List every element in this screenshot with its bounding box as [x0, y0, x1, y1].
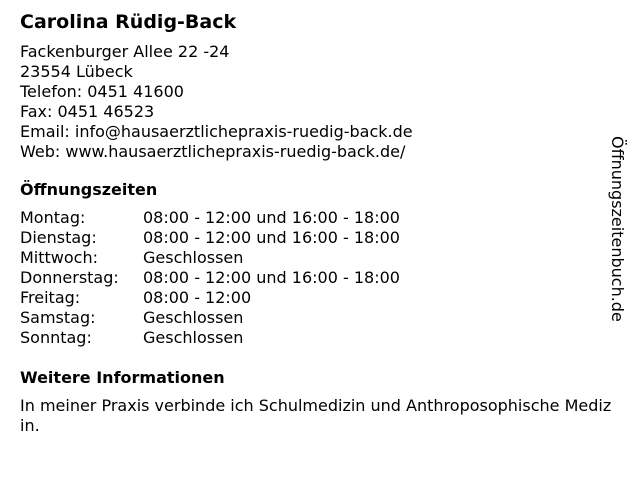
opening-hours-heading: Öffnungszeiten: [20, 180, 158, 199]
day-label: Dienstag:: [20, 228, 97, 247]
time-value: Geschlossen: [143, 308, 244, 327]
street-address: Fackenburger Allee 22 -24: [20, 42, 230, 61]
opening-hours-table: [20, 208, 615, 348]
fax-number: Fax: 0451 46523: [20, 102, 155, 121]
day-label: Mittwoch:: [20, 248, 98, 267]
hours-row-wednesday: [20, 248, 615, 268]
hours-row-saturday: [20, 308, 615, 328]
further-info-text: In meiner Praxis verbinde ich Schulmedizin und Anthroposophische Medizin.: [20, 396, 612, 435]
business-card: [20, 10, 615, 436]
hours-row-monday: [20, 208, 615, 228]
phone-number: Telefon: 0451 41600: [20, 82, 184, 101]
time-value: 08:00 - 12:00 und 16:00 - 18:00: [143, 228, 400, 247]
business-name: Carolina Rüdig-Back: [20, 11, 237, 33]
further-info-heading: Weitere Informationen: [20, 368, 225, 387]
time-value: Geschlossen: [143, 248, 244, 267]
time-value: 08:00 - 12:00: [143, 288, 252, 307]
email-address: Email: info@hausaerztlichepraxis-ruedig-back.de: [20, 122, 413, 141]
day-label: Samstag:: [20, 308, 96, 327]
contact-block: [20, 42, 615, 162]
website-address: Web: www.hausaerztlichepraxis-ruedig-back.de/: [20, 142, 406, 161]
hours-row-tuesday: [20, 228, 615, 248]
day-label: Donnerstag:: [20, 268, 119, 287]
time-value: 08:00 - 12:00 und 16:00 - 18:00: [143, 268, 400, 287]
city-address: 23554 Lübeck: [20, 62, 133, 81]
day-label: Sonntag:: [20, 328, 92, 347]
day-label: Montag:: [20, 208, 86, 227]
hours-row-sunday: [20, 328, 615, 348]
hours-row-friday: [20, 288, 615, 308]
time-value: Geschlossen: [143, 328, 244, 347]
hours-row-thursday: [20, 268, 615, 288]
day-label: Freitag:: [20, 288, 81, 307]
site-watermark-label: Öffnungszeitenbuch.de: [608, 136, 627, 322]
time-value: 08:00 - 12:00 und 16:00 - 18:00: [143, 208, 400, 227]
